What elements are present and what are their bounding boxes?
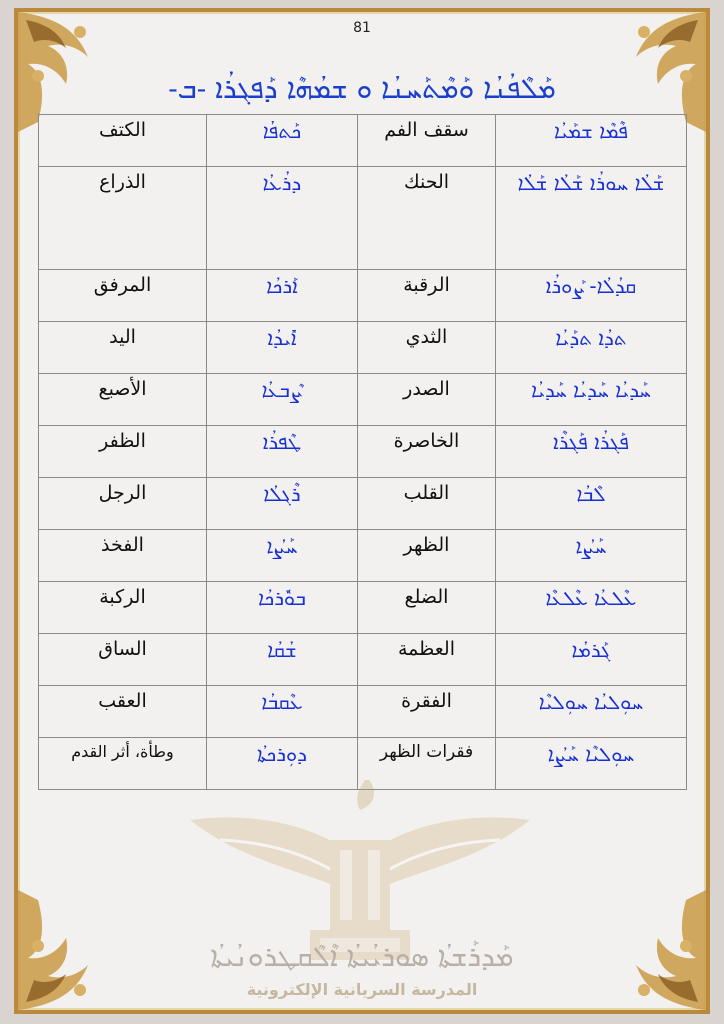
arabic-term: الساق [39,634,207,686]
syriac-term: ܕܘܼܪܟܬܳܐ [207,738,358,790]
arabic-term: الثدي [358,322,496,374]
table-row [39,530,687,582]
table-row [39,322,687,374]
arabic-term: المرفق [39,270,207,322]
arabic-term: العظمة [358,634,496,686]
syriac-term: ܠܶܒܳܐ [496,478,687,530]
table-row [39,686,687,738]
arabic-term: الظهر [358,530,496,582]
syriac-term: ܨܶܒܥܳܐ [207,374,358,426]
arabic-term: الذراع [39,167,207,270]
arabic-term: وطأة، أثر القدم [39,738,207,790]
syriac-term: ܦܶܡܶܐ ܫܡܰܝܳܐ [496,115,687,167]
arabic-term: فقرات الظهر [358,738,496,790]
arabic-term: الفخذ [39,530,207,582]
syriac-term: ܥܶܩܒܳܐ [207,686,358,738]
arabic-term: الخاصرة [358,426,496,478]
arabic-term: الركبة [39,582,207,634]
syriac-term: ܬܕܳܐ ܬܕܰܝܳܐ [496,322,687,374]
arabic-term: الرجل [39,478,207,530]
syriac-term: ܚܘܼܠܝܳܐ ܚܘܼܠܝܶܐ [496,686,687,738]
syriac-term: ܒܘܽܪܟܳܐ [207,582,358,634]
arabic-term: الكتف [39,115,207,167]
arabic-term: سقف الفم [358,115,496,167]
syriac-term: ܚܰܕܝܳܐ ܚܰܕܝܳܐ ܚܰܕܝܳܐ [496,374,687,426]
syriac-term: ܚܰܨܳܐ [207,530,358,582]
table-row [39,270,687,322]
syriac-term: ܪܶܓܠܳܐ [207,478,358,530]
syriac-term: ܟܰܬܦܳܐ [207,115,358,167]
arabic-term: الصدر [358,374,496,426]
arabic-term: الظفر [39,426,207,478]
syriac-term: ܩܕܳܠܳܐ- ܨܰܘܪܳܐ [496,270,687,322]
syriac-term: ܚܘܼܠܝܶܐ ܚܰܨܳܐ [496,738,687,790]
school-name-arabic: المدرسة السريانية الإلكترونية [246,980,478,999]
syriac-term: ܫܳܩܳܐ [207,634,358,686]
arabic-term: الرقبة [358,270,496,322]
arabic-term: الضلع [358,582,496,634]
table-row [39,634,687,686]
syriac-term: ܦܰܓܪܳܐ ܦܰܓܪܶܐ [496,426,687,478]
syriac-term: ܛܶܦܪܳܐ [207,426,358,478]
table-row [39,478,687,530]
table-row [39,582,687,634]
table-row [39,374,687,426]
school-name-syriac: ܡܰܕܪܰܫܬܳܐ ܣܘܪܝܳܝܬܳܐ ܐܶܠܶܩܛܪܘܢܳܝܬܳܐ [210,940,514,973]
syriac-term: ܕܪܳܥܳܐ [207,167,358,270]
page-number: 81 [353,20,371,36]
arabic-term: الحنك [358,167,496,270]
arabic-term: الفقرة [358,686,496,738]
syriac-term: ܐܺܝܕܳܐ [207,322,358,374]
syriac-term: ܚܰܨܳܐ [496,530,687,582]
syriac-term: ܥܶܠܥܳܐ ܥܶܠܥܶܐ [496,582,687,634]
syriac-term: ܐܰܪܟܳܐ [207,270,358,322]
syriac-term: ܫܰܠܳܐ ܚܘܪܳܐ ܫܰܠܳܐ ܫܰܠܳܐ [496,167,687,270]
syriac-term: ܓܰܪܡܳܐ [496,634,687,686]
page-title: ܡܰܠܶܦܳܢܳܐ ܘܰܡܶܬܰܚܢܳܐ ܘ ܫܡܳܗܶܐ ܕܰܦܓܪܳܐ -ܒ- [168,72,556,105]
arabic-term: اليد [39,322,207,374]
table-row [39,115,687,167]
arabic-term: العقب [39,686,207,738]
table-row [39,167,687,270]
arabic-term: القلب [358,478,496,530]
arabic-term: الأصبع [39,374,207,426]
vocabulary-table [38,114,687,790]
table-row [39,426,687,478]
